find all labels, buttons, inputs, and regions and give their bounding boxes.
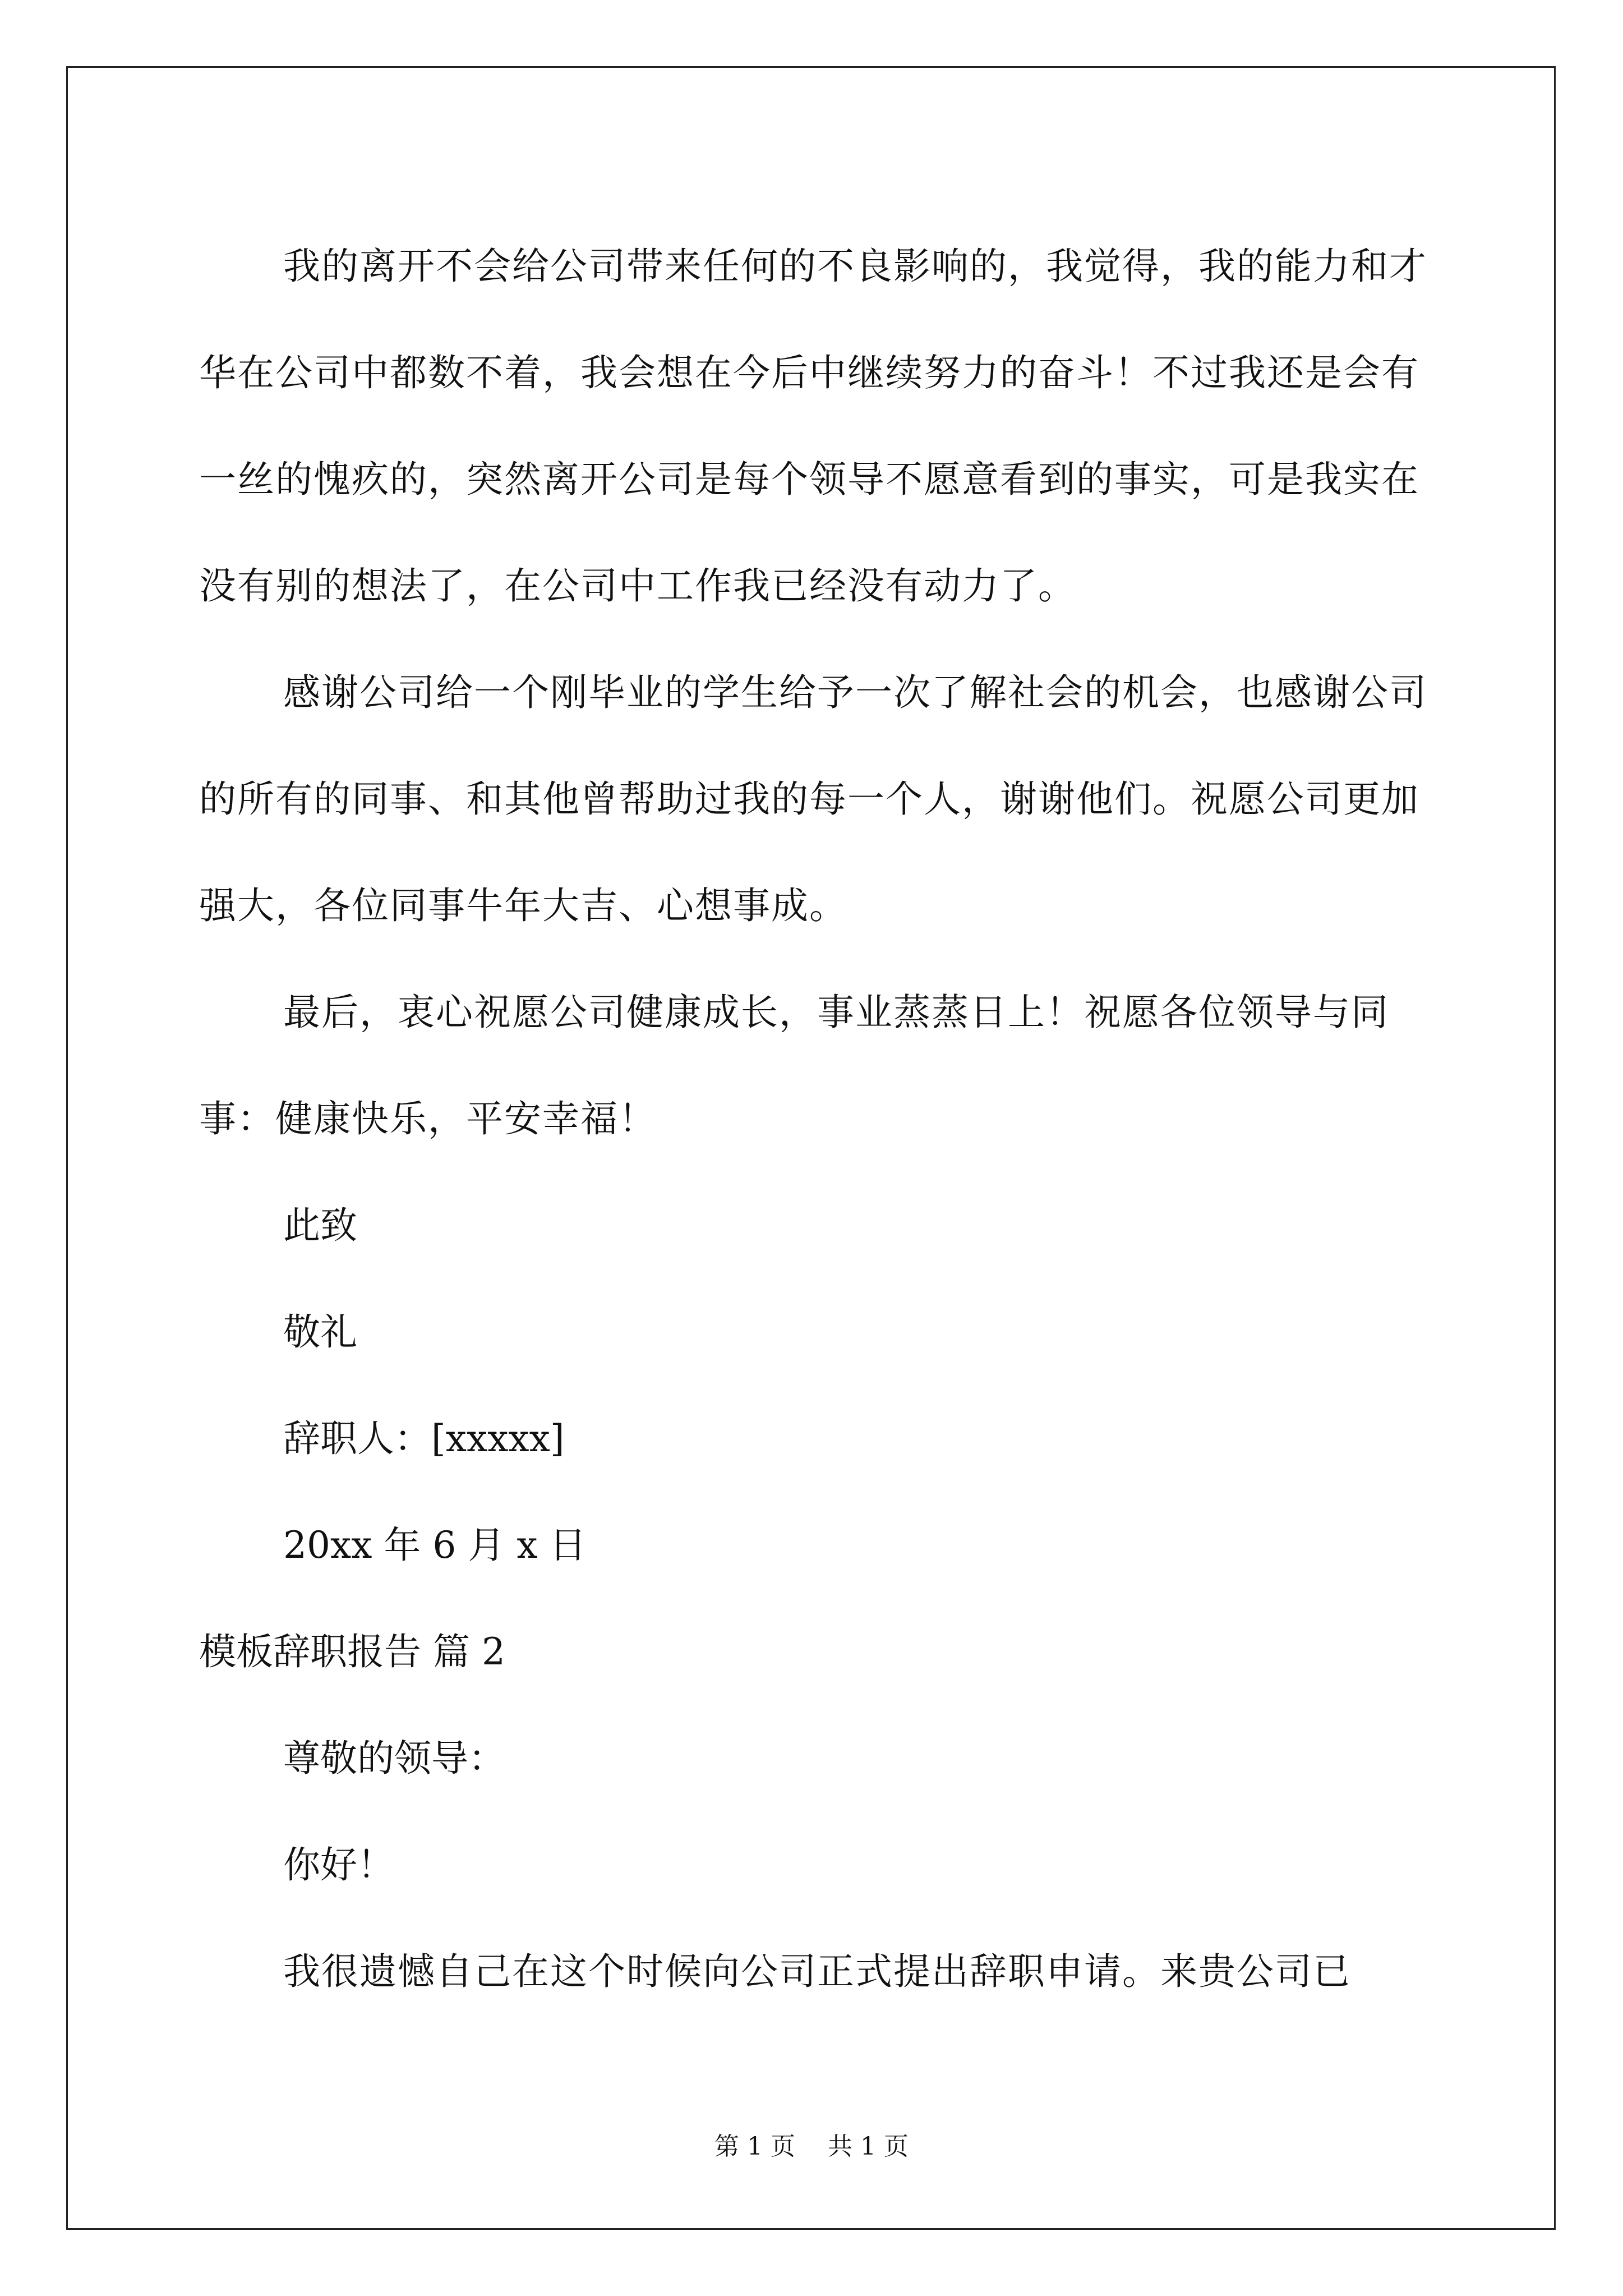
paragraph-1: 我的离开不会给公司带来任何的不良影响的，我觉得，我的能力和才华在公司中都数不着，我会想在今后中继续努力的奋斗！不过我还是会有一丝的愧疚的，突然离开公司是每个领导不愿意看到的事实，可是我实在没有别的想法了，在公司中工作我已经没有动力了。 — [199, 245, 1427, 608]
salutation: 尊敬的领导： — [283, 1737, 505, 1780]
closing-line-1: 此致 — [283, 1204, 357, 1247]
paragraph-3: 最后，衷心祝愿公司健康成长，事业蒸蒸日上！祝愿各位领导与同事：健康快乐，平安幸福！ — [199, 991, 1389, 1140]
greeting: 你好！ — [283, 1843, 394, 1887]
document-body — [199, 213, 1433, 2025]
page-total: 共 1 页 — [828, 2132, 909, 2161]
section-2-title: 模板辞职报告 篇 2 — [199, 1630, 505, 1673]
page-footer — [0, 2126, 1623, 2162]
date-line: 20xx 年 6 月 x 日 — [283, 1524, 587, 1567]
page-number: 第 1 页 — [714, 2132, 795, 2161]
closing-line-2: 敬礼 — [283, 1310, 357, 1354]
section-2-opening: 我很遗憾自己在这个时候向公司正式提出辞职申请。来贵公司已 — [283, 1950, 1351, 1993]
signer-line: 辞职人：[xxxxx] — [283, 1417, 565, 1460]
paragraph-2: 感谢公司给一个刚毕业的学生给予一次了解社会的机会，也感谢公司的所有的同事、和其他曾帮助过我的每一个人，谢谢他们。祝愿公司更加强大，各位同事牛年大吉、心想事成。 — [199, 671, 1427, 927]
